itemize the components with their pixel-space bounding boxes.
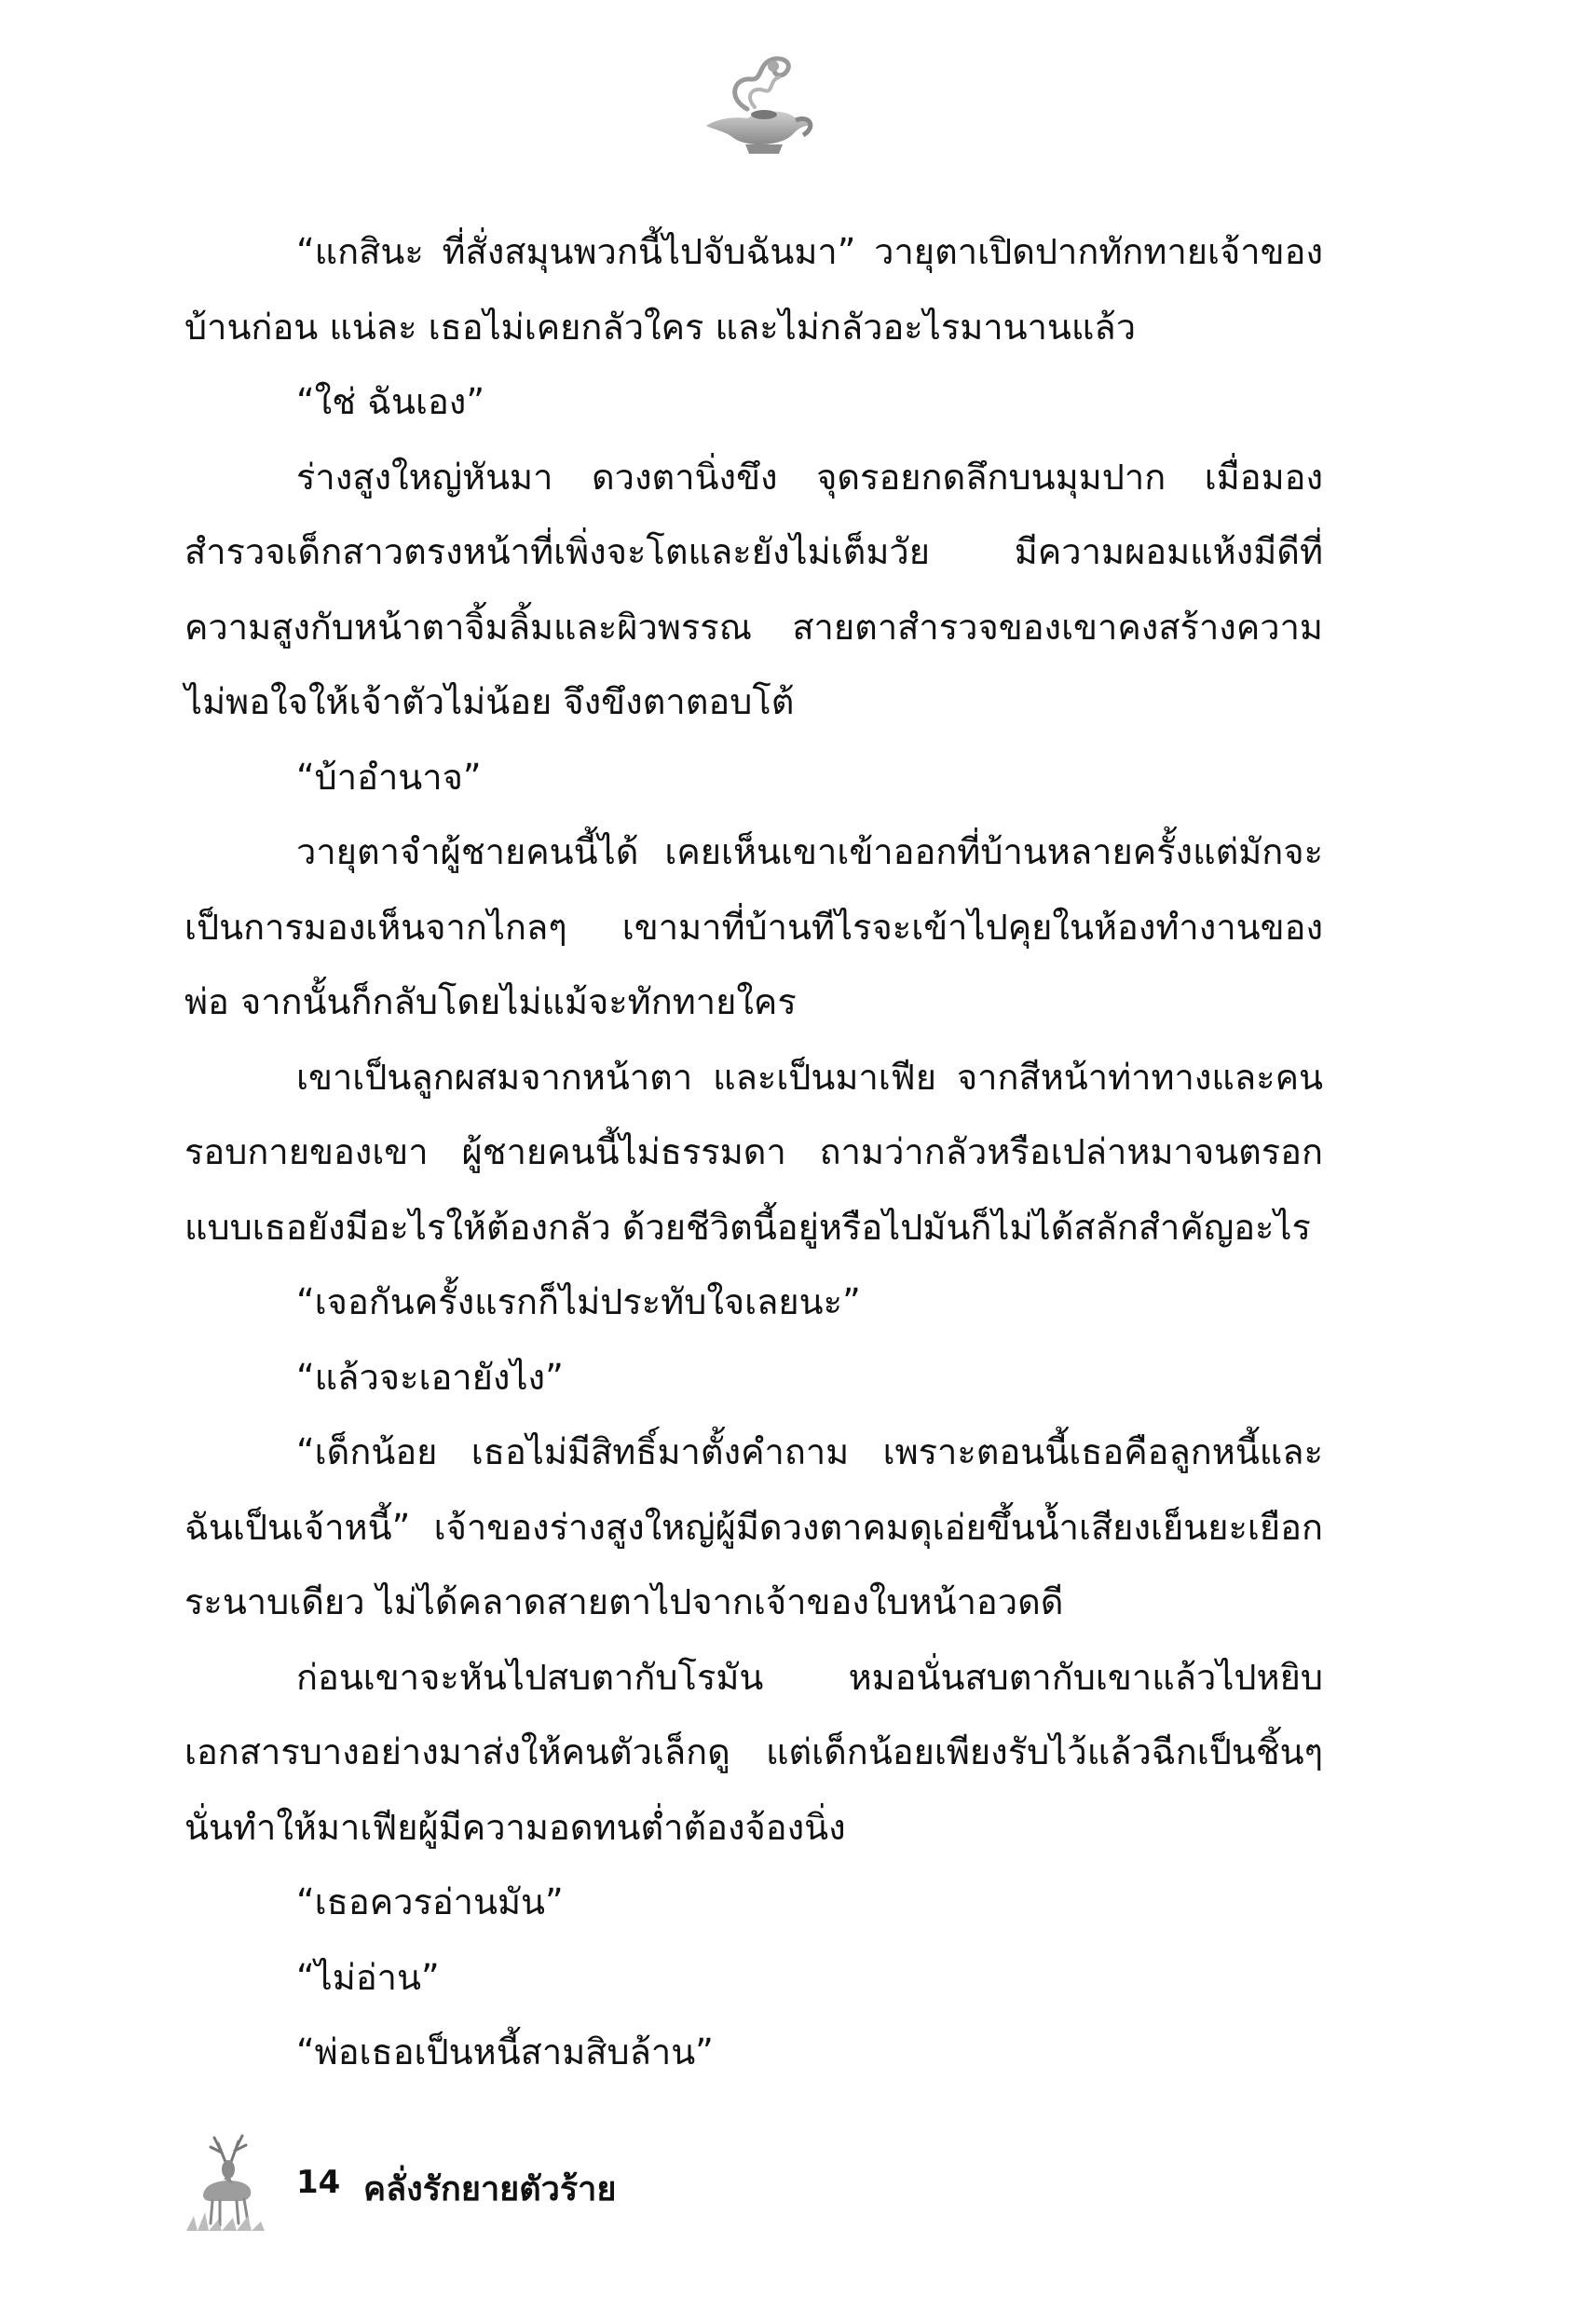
paragraph: “เธอควรอ่านมัน” [296,1881,564,1922]
paragraph: “พ่อเธอเป็นหนี้สามสิบล้าน” [296,2031,714,2072]
paragraph: “แกสินะ ที่สั่งสมุนพวกนี้ไปจับฉันมา” วายุตาเปิดปากทักทายเจ้าของบ้านก่อน แน่ละ เธอไม่เคยกลัวใคร และไม่กลัวอะไรมานานแล้ว [184,231,1323,348]
paragraph: “เด็กน้อย เธอไม่มีสิทธิ์มาตั้งคำถาม เพราะตอนนี้เธอคือลูกหนี้และฉันเป็นเจ้าหนี้” เจ้าของร่างสูงใหญ่ผู้มีดวงตาคมดุเอ่ยขึ้นน้ำเสียงเย็นยะเยือกระนาบเดียว ไม่ได้คลาดสายตาไปจากเจ้าของใบหน้าอวดดี [184,1431,1323,1622]
page-number: 14 [296,2164,341,2201]
paragraph: “ไม่อ่าน” [296,1956,440,1998]
genie-lamp-icon [689,51,820,163]
page-footer [177,2134,1016,2236]
body-text [184,214,1323,2090]
paragraph: เขาเป็นลูกผสมจากหน้าตา และเป็นมาเฟีย จากสีหน้าท่าทางและคนรอบกายของเขา ผู้ชายคนนี้ไม่ธรรมดา ถามว่ากลัวหรือเปล่าหมาจนตรอกแบบเธอยังมีอะไรให้ต้องกลัว ด้วยชีวิตนี้อยู่หรือไปมันก็ไม่ได้สลักสำคัญอะไร [184,1056,1323,1248]
deer-icon [177,2134,270,2236]
paragraph: “เจอกันครั้งแรกก็ไม่ประทับใจเลยนะ” [296,1281,861,1322]
paragraph: ก่อนเขาจะหันไปสบตากับโรมัน หมอนั่นสบตากับเขาแล้วไปหยิบเอกสารบางอย่างมาส่งให้คนตัวเล็กดู แต่เด็กน้อยเพียงรับไว้แล้วฉีกเป็นชิ้นๆ นั่นทำให้มาเฟียผู้มีความอดทนต่ำต้องจ้องนิ่ง [184,1656,1323,1848]
paragraph: วายุตาจำผู้ชายคนนี้ได้ เคยเห็นเขาเข้าออกที่บ้านหลายครั้งแต่มักจะเป็นการมองเห็นจากไกลๆ เขามาที่บ้านทีไรจะเข้าไปคุยในห้องทำงานของพ่อ จากนั้นก็กลับโดยไม่แม้จะทักทายใคร [184,831,1323,1022]
paragraph: ร่างสูงใหญ่หันมา ดวงตานิ่งขึง จุดรอยกดลึกบนมุมปาก เมื่อมองสำรวจเด็กสาวตรงหน้าที่เพิ่งจะโตและยังไม่เต็มวัย มีความผอมแห้งมีดีที่ความสูงกับหน้าตาจิ้มลิ้มและผิวพรรณ สายตาสำรวจของเขาคงสร้างความไม่พอใจให้เจ้าตัวไม่น้อย จึงขึงตาตอบโต้ [184,456,1323,722]
paragraph: “แล้วจะเอายังไง” [296,1356,564,1398]
paragraph: “ใช่ ฉันเอง” [296,381,485,422]
paragraph: “บ้าอำนาจ” [296,756,482,798]
book-title: คลั่งรักยายตัวร้าย [363,2170,617,2208]
